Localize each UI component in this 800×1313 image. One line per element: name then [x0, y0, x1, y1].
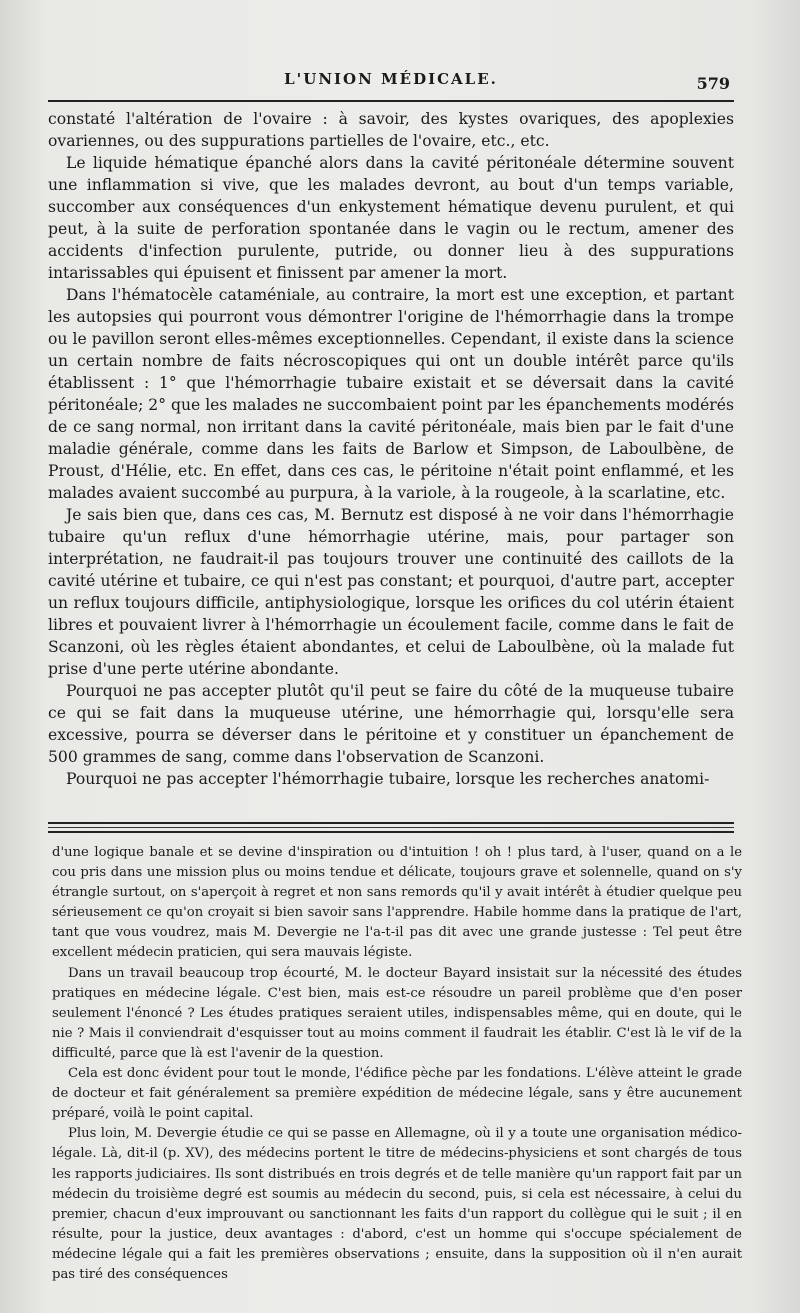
main-text: [48, 108, 734, 790]
footnote-paragraph: d'une logique banale et se devine d'inspiration ou d'intuition ! oh ! plus tard, à l'user, quand on a le cou pris dans une mission plus ou moins tendue et délicate, toujours grave et solennelle, quand on s'y étrangle surtout, on s'aperçoit à regret et non sans remords qu'il y avait intérêt à étudier quelque peu sérieusement ce qu'on croyait si bien savoir sans l'apprendre. Habile homme dans la pratique de l'art, tant que vous voudrez, mais M. Devergie ne l'a-t-il pas dit avec une grande justesse : Tel peut être excellent médecin praticien, qui sera mauvais légiste.: [52, 845, 742, 961]
main-paragraph: Je sais bien que, dans ces cas, M. Bernutz est disposé à ne voir dans l'hémorrhagie tubaire qu'un reflux d'une hémorrhagie utérine, mais, pour partager son interprétation, ne faudrait-il pas toujours trouver une continuité des caillots de la cavité utérine et tubaire, ce qui n'est pas constant; et pourquoi, d'autre part, accepter un reflux toujours difficile, antiphysiologique, lorsque les orifices du col utérin étaient libres et pouvaient livrer à l'hémorrhagie un écoulement facile, comme dans le fait de Scanzoni, où les règles étaient abondantes, et celui de Laboulbène, où la malade fut prise d'une perte utérine abondante.: [48, 506, 734, 678]
page-header: [48, 70, 734, 94]
footnote-paragraph: Dans un travail beaucoup trop écourté, M. le docteur Bayard insistait sur la nécessité des études pratiques en médecine légale. C'est bien, mais est-ce résoudre un pareil problème que d'en poser seulement l'énoncé ? Les études pratiques seraient utiles, indispensables même, qui en doute, qui le nie ? Mais il conviendrait d'esquisser tout au moins comment il faudrait les établir. C'est là le vif de la difficulté, parce que là est l'avenir de la question.: [52, 965, 742, 1061]
header-rule: [48, 100, 734, 102]
main-paragraph: constaté l'altération de l'ovaire : à savoir, des kystes ovariques, des apoplexies ovariennes, ou des suppurations partielles de l'ovaire, etc., etc.: [48, 110, 734, 150]
footnote-paragraph: Plus loin, M. Devergie étudie ce qui se passe en Allemagne, où il y a toute une organisation médico-légale. Là, dit-il (p. XV), des médecins portent le titre de médecins-physiciens et sont chargés de tous les rapports judiciaires. Ils sont distribués en trois degrés et de telle manière qu'un rapport fait par un médecin du troisième degré est soumis au médecin du second, puis, si cela est nécessaire, à celui du premier, chacun d'eux improuvant ou sanctionnant les faits d'un rapport du collègue qui le suit ; il en résulte, pour la justice, deux avantages : d'abord, c'est un homme qui s'occupe spécialement de médecine légale qui a fait les premières observations ; ensuite, dans la supposition où il n'en aurait pas tiré des conséquences: [52, 1126, 742, 1282]
footnote-paragraph: Cela est donc évident pour tout le monde, l'édifice pèche par les fondations. L'élève atteint le grade de docteur et fait généralement sa première expédition de médecine légale, sans y être aucunement préparé, voilà le point capital.: [52, 1066, 742, 1122]
running-title: L'UNION MÉDICALE.: [284, 70, 498, 88]
main-paragraph: Pourquoi ne pas accepter l'hémorrhagie tubaire, lorsque les recherches anatomi-: [66, 770, 710, 788]
footnote-separator: [48, 822, 734, 836]
main-paragraph: Pourquoi ne pas accepter plutôt qu'il peut se faire du côté de la muqueuse tubaire ce qui se fait dans la muqueuse utérine, une hémorrhagie qui, lorsqu'elle sera excessive, pourra se déverser dans le péritoine et y constituer un épanchement de 500 grammes de sang, comme dans l'observation de Scanzoni.: [48, 682, 734, 766]
page-number: 579: [696, 74, 730, 93]
main-paragraph: Le liquide hématique épanché alors dans la cavité péritonéale détermine souvent une inflammation si vive, que les malades devront, au bout d'un temps variable, succomber aux conséquences d'un enkystement hématique devenu purulent, et qui peut, à la suite de perforation spontanée dans le vagin ou le rectum, amener des accidents d'infection purulente, putride, ou donner lieu à des suppurations intarissables qui épuisent et finissent par amener la mort.: [48, 154, 734, 282]
footnote-text: [52, 843, 742, 1285]
main-paragraph: Dans l'hématocèle cataméniale, au contraire, la mort est une exception, et partant les autopsies qui pourront vous démontrer l'origine de l'hémorrhagie dans la trompe ou le pavillon seront elles-mêmes exceptionnelles. Cependant, il existe dans la science un certain nombre de faits nécroscopiques qui ont un double intérêt parce qu'ils établissent : 1° que l'hémorrhagie tubaire existait et se déversait dans la cavité péritonéale; 2° que les malades ne succombaient point par les épanchements modérés de ce sang normal, non irritant dans la cavité péritonéale, mais bien par le fait d'une maladie générale, comme dans les faits de Barlow et Simpson, de Laboulbène, de Proust, d'Hélie, etc. En effet, dans ces cas, le péritoine n'était point enflammé, et les malades avaient succombé au purpura, à la variole, à la rougeole, à la scarlatine, etc.: [48, 286, 734, 502]
